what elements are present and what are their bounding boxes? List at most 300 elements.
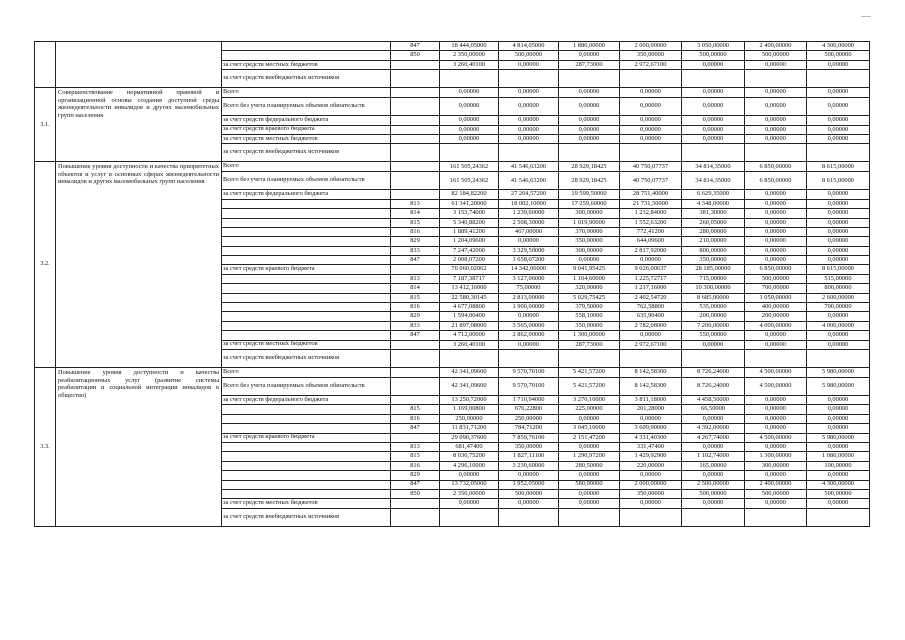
amount-year-4: 2 500,00000: [682, 480, 745, 489]
funding-source: Всего: [222, 162, 391, 172]
department-code: 815: [391, 218, 440, 227]
amount-total: 18 444,05000: [440, 42, 499, 51]
amount-total: 13 250,72000: [440, 395, 499, 404]
amount-total: 7 247,42000: [440, 246, 499, 255]
section-index: 3.2.: [35, 162, 56, 368]
amount-year-4: 500,00000: [682, 489, 745, 498]
department-code: [391, 125, 440, 134]
funding-source: [222, 414, 391, 423]
amount-year-2: [559, 508, 620, 526]
amount-total: 1 594,00400: [440, 312, 499, 321]
amount-year-2: 580,00000: [559, 480, 620, 489]
amount-year-3: 40 750,07737: [620, 162, 682, 172]
department-code: 847: [391, 42, 440, 51]
amount-year-2: 28 929,18425: [559, 162, 620, 172]
amount-year-4: 4 392,00000: [682, 424, 745, 433]
amount-year-6: 0,00000: [807, 442, 870, 451]
amount-year-1: 75,00000: [499, 284, 559, 293]
funding-source: [222, 489, 391, 498]
amount-year-4: 0,00000: [682, 134, 745, 143]
table-row: [35, 88, 870, 98]
amount-total: 4 712,00000: [440, 331, 499, 340]
amount-year-1: 0,00000: [499, 60, 559, 69]
amount-year-4: 8 685,00000: [682, 293, 745, 302]
amount-year-5: 0,00000: [745, 116, 807, 125]
funding-source: [222, 199, 391, 208]
amount-year-1: 350,00000: [499, 442, 559, 451]
amount-total: 250,00000: [440, 414, 499, 423]
amount-year-6: 0,00000: [807, 218, 870, 227]
amount-year-1: 9 570,70100: [499, 377, 559, 395]
amount-total: 76 060,02062: [440, 265, 499, 274]
amount-total: 0,00000: [440, 125, 499, 134]
amount-year-3: 0,00000: [620, 499, 682, 508]
amount-total: 0,00000: [440, 98, 499, 116]
amount-year-1: 784,71200: [499, 424, 559, 433]
amount-year-3: 1 232,84000: [620, 209, 682, 218]
funding-source: [222, 51, 391, 60]
department-code: 814: [391, 209, 440, 218]
amount-year-6: 0,00000: [807, 405, 870, 414]
department-code: [391, 88, 440, 98]
amount-year-5: 500,00000: [745, 51, 807, 60]
funding-source: за счет средств внебюджетных источников: [222, 144, 391, 162]
amount-year-4: 535,00000: [682, 303, 745, 312]
funding-source: [222, 42, 391, 51]
amount-year-6: 0,00000: [807, 246, 870, 255]
amount-year-1: 14 342,06000: [499, 265, 559, 274]
amount-year-6: 0,00000: [807, 199, 870, 208]
amount-total: [440, 349, 499, 367]
amount-year-5: 0,00000: [745, 442, 807, 451]
amount-year-2: 0,00000: [559, 471, 620, 480]
amount-year-5: 0,00000: [745, 405, 807, 414]
amount-year-4: 0,00000: [682, 414, 745, 423]
amount-year-1: 1 658,07200: [499, 256, 559, 265]
department-code: [391, 162, 440, 172]
amount-year-4: 260,05000: [682, 218, 745, 227]
amount-year-2: 1 300,00000: [559, 331, 620, 340]
amount-year-3: 220,00000: [620, 461, 682, 470]
section-name: Совершенствование нормативной правовой и организационной основы создания доступной среды жизнедеятельности инвалидов и других маломобильных групп населения: [56, 88, 222, 162]
funding-source: [222, 312, 391, 321]
department-code: [391, 70, 440, 88]
department-code: [391, 265, 440, 274]
amount-year-5: 0,00000: [745, 227, 807, 236]
amount-year-1: 1 710,94000: [499, 395, 559, 404]
amount-year-3: 772,41200: [620, 227, 682, 236]
amount-total: 22 580,30145: [440, 293, 499, 302]
amount-year-6: 8 615,00000: [807, 172, 870, 190]
amount-year-2: 0,00000: [559, 125, 620, 134]
amount-year-5: [745, 349, 807, 367]
amount-year-2: 5 029,75425: [559, 293, 620, 302]
department-code: [391, 508, 440, 526]
amount-year-4: 0,00000: [682, 88, 745, 98]
amount-year-6: 5 980,00000: [807, 377, 870, 395]
funding-source: [222, 405, 391, 414]
amount-year-1: 1 239,60000: [499, 209, 559, 218]
amount-total: 21 897,08000: [440, 321, 499, 330]
amount-year-6: 5 980,00000: [807, 367, 870, 377]
amount-year-3: 9 026,00637: [620, 265, 682, 274]
amount-total: 161 505,24362: [440, 172, 499, 190]
department-code: 833: [391, 246, 440, 255]
funding-source: [222, 246, 391, 255]
amount-year-3: 350,00000: [620, 489, 682, 498]
amount-year-6: 0,00000: [807, 88, 870, 98]
amount-year-2: [559, 144, 620, 162]
funding-source: [222, 442, 391, 451]
amount-year-1: 0,00000: [499, 471, 559, 480]
amount-year-6: 4 300,00000: [807, 42, 870, 51]
amount-year-5: 2 400,00000: [745, 42, 807, 51]
funding-source: [222, 218, 391, 227]
amount-year-6: 0,00000: [807, 227, 870, 236]
amount-year-6: 0,00000: [807, 116, 870, 125]
department-code: 816: [391, 461, 440, 470]
amount-year-6: 0,00000: [807, 256, 870, 265]
amount-year-5: 0,00000: [745, 246, 807, 255]
amount-year-2: [559, 349, 620, 367]
amount-year-3: 8 142,58300: [620, 367, 682, 377]
amount-year-5: 1 300,00000: [745, 452, 807, 461]
amount-year-5: [745, 508, 807, 526]
funding-source: за счет средств местных бюджетов: [222, 499, 391, 508]
amount-year-4: 0,00000: [682, 60, 745, 69]
amount-year-5: 200,00000: [745, 312, 807, 321]
amount-total: 3 260,40100: [440, 60, 499, 69]
amount-year-5: 0,00000: [745, 471, 807, 480]
amount-year-3: 8 142,58300: [620, 377, 682, 395]
amount-year-6: 0,00000: [807, 98, 870, 116]
amount-year-5: 6 850,00000: [745, 265, 807, 274]
amount-year-5: 4 500,00000: [745, 377, 807, 395]
funding-source: [222, 461, 391, 470]
funding-source: за счет средств внебюджетных источников: [222, 508, 391, 526]
amount-year-5: 0,00000: [745, 256, 807, 265]
amount-year-6: 0,00000: [807, 134, 870, 143]
amount-total: 1 889,41200: [440, 227, 499, 236]
department-code: 847: [391, 480, 440, 489]
amount-year-4: 0,00000: [682, 442, 745, 451]
amount-year-2: 1 290,97200: [559, 452, 620, 461]
amount-year-1: 27 204,57200: [499, 190, 559, 199]
amount-year-5: 0,00000: [745, 395, 807, 404]
amount-year-4: 3 050,00000: [682, 42, 745, 51]
amount-total: 2 350,00000: [440, 489, 499, 498]
amount-year-1: [499, 508, 559, 526]
amount-year-1: 0,00000: [499, 134, 559, 143]
section-index: [35, 42, 56, 88]
amount-year-1: 1 900,00000: [499, 303, 559, 312]
amount-year-6: 700,00000: [807, 303, 870, 312]
amount-year-2: 300,00000: [559, 246, 620, 255]
amount-year-3: 1 217,16000: [620, 284, 682, 293]
department-code: 847: [391, 331, 440, 340]
amount-year-5: 500,00000: [745, 274, 807, 283]
funding-source: Всего без учета планируемых объемов обязательств: [222, 377, 391, 395]
amount-year-5: 4 500,00000: [745, 367, 807, 377]
amount-year-1: 0,00000: [499, 499, 559, 508]
amount-year-6: 0,00000: [807, 414, 870, 423]
amount-year-3: 2 972,67100: [620, 340, 682, 349]
amount-year-2: 3 045,10000: [559, 424, 620, 433]
department-code: 829: [391, 471, 440, 480]
amount-year-2: 2 151,47200: [559, 433, 620, 442]
amount-total: 11 831,71200: [440, 424, 499, 433]
amount-year-5: 500,00000: [745, 489, 807, 498]
department-code: [391, 116, 440, 125]
department-code: [391, 395, 440, 404]
amount-year-3: 0,00000: [620, 414, 682, 423]
amount-year-6: 0,00000: [807, 190, 870, 199]
amount-year-3: [620, 349, 682, 367]
amount-year-3: 2 782,08000: [620, 321, 682, 330]
amount-year-1: [499, 70, 559, 88]
department-code: [391, 60, 440, 69]
amount-total: 4 296,10000: [440, 461, 499, 470]
section-index: 3.1.: [35, 88, 56, 162]
amount-year-4: 34 814,35000: [682, 162, 745, 172]
funding-source: за счет средств внебюджетных источников: [222, 349, 391, 367]
amount-year-5: 300,00000: [745, 461, 807, 470]
amount-year-1: 250,00000: [499, 414, 559, 423]
amount-year-2: 300,00000: [559, 209, 620, 218]
amount-total: 5 340,88200: [440, 218, 499, 227]
amount-year-5: 0,00000: [745, 218, 807, 227]
amount-year-6: 5 980,00000: [807, 433, 870, 442]
department-code: 847: [391, 424, 440, 433]
department-code: [391, 433, 440, 442]
amount-total: 2 350,00000: [440, 51, 499, 60]
amount-year-2: 1 880,00000: [559, 42, 620, 51]
amount-year-1: 0,00000: [499, 98, 559, 116]
amount-year-3: 28 751,40000: [620, 190, 682, 199]
amount-total: 61 341,20000: [440, 199, 499, 208]
amount-year-3: 644,09600: [620, 237, 682, 246]
table-row: [35, 42, 870, 51]
amount-year-1: 467,00000: [499, 227, 559, 236]
amount-year-3: 1 225,72717: [620, 274, 682, 283]
funding-source: [222, 227, 391, 236]
amount-total: 42 341,09600: [440, 367, 499, 377]
amount-total: 0,00000: [440, 471, 499, 480]
amount-year-5: 400,00000: [745, 303, 807, 312]
amount-year-3: 1 552,63200: [620, 218, 682, 227]
amount-year-5: 0,00000: [745, 499, 807, 508]
amount-total: 8 030,75200: [440, 452, 499, 461]
amount-year-3: 2 000,00000: [620, 480, 682, 489]
department-code: 815: [391, 293, 440, 302]
amount-year-6: 0,00000: [807, 471, 870, 480]
amount-year-5: 6 850,00000: [745, 172, 807, 190]
amount-year-3: [620, 508, 682, 526]
amount-year-2: 1 104,60000: [559, 274, 620, 283]
funding-source: за счет средств краевого бюджета: [222, 433, 391, 442]
amount-year-4: [682, 508, 745, 526]
amount-year-2: 370,00000: [559, 227, 620, 236]
amount-year-3: 40 750,07737: [620, 172, 682, 190]
amount-year-6: 500,00000: [807, 489, 870, 498]
amount-year-2: 19 599,50000: [559, 190, 620, 199]
amount-year-1: [499, 144, 559, 162]
amount-year-4: 8 726,24000: [682, 377, 745, 395]
amount-year-2: 0,00000: [559, 414, 620, 423]
amount-year-1: 4 814,05000: [499, 42, 559, 51]
amount-year-1: 41 546,63200: [499, 172, 559, 190]
amount-year-6: 0,00000: [807, 209, 870, 218]
amount-year-1: 500,00000: [499, 489, 559, 498]
amount-year-1: 2 813,00000: [499, 293, 559, 302]
amount-year-1: 0,00000: [499, 312, 559, 321]
amount-year-2: 0,00000: [559, 51, 620, 60]
amount-year-4: 200,00000: [682, 312, 745, 321]
amount-year-5: 700,00000: [745, 284, 807, 293]
amount-year-6: 8 615,00000: [807, 162, 870, 172]
amount-year-3: 2 402,54720: [620, 293, 682, 302]
funding-source: Всего: [222, 367, 391, 377]
amount-year-1: 41 546,63200: [499, 162, 559, 172]
amount-year-4: 550,00000: [682, 331, 745, 340]
amount-year-6: 0,00000: [807, 125, 870, 134]
amount-year-6: 800,00000: [807, 284, 870, 293]
amount-total: 42 341,09600: [440, 377, 499, 395]
amount-year-3: 1 429,92900: [620, 452, 682, 461]
amount-year-6: 8 615,00000: [807, 265, 870, 274]
amount-year-1: 676,22800: [499, 405, 559, 414]
amount-year-1: 2 862,00000: [499, 331, 559, 340]
amount-year-3: 0,00000: [620, 88, 682, 98]
amount-year-4: 4 348,00000: [682, 199, 745, 208]
amount-year-6: [807, 349, 870, 367]
amount-year-5: 0,00000: [745, 88, 807, 98]
department-code: 815: [391, 452, 440, 461]
amount-year-6: [807, 70, 870, 88]
department-code: 815: [391, 405, 440, 414]
department-code: [391, 172, 440, 190]
department-code: [391, 367, 440, 377]
amount-year-2: 0,00000: [559, 116, 620, 125]
amount-year-3: 0,00000: [620, 134, 682, 143]
amount-year-3: 0,00000: [620, 98, 682, 116]
table-row: [35, 162, 870, 172]
amount-year-2: 17 259,60000: [559, 199, 620, 208]
funding-source: [222, 321, 391, 330]
amount-year-4: 4 458,50000: [682, 395, 745, 404]
amount-year-6: 515,00000: [807, 274, 870, 283]
amount-year-6: 0,00000: [807, 331, 870, 340]
amount-year-3: 3 609,90000: [620, 424, 682, 433]
department-code: [391, 190, 440, 199]
amount-total: 7 187,38717: [440, 274, 499, 283]
amount-year-4: 66,50000: [682, 405, 745, 414]
amount-total: 0,00000: [440, 134, 499, 143]
funding-source: Всего без учета планируемых объемов обязательств: [222, 98, 391, 116]
department-code: 814: [391, 284, 440, 293]
amount-year-4: 4 267,74000: [682, 433, 745, 442]
amount-year-4: 34 814,35000: [682, 172, 745, 190]
funding-source: [222, 274, 391, 283]
amount-year-4: 0,00000: [682, 116, 745, 125]
amount-year-5: 0,00000: [745, 424, 807, 433]
funding-source: [222, 209, 391, 218]
amount-year-4: 1 102,74000: [682, 452, 745, 461]
amount-year-5: 0,00000: [745, 237, 807, 246]
funding-source: [222, 452, 391, 461]
funding-source: [222, 237, 391, 246]
amount-year-2: 0,00000: [559, 442, 620, 451]
amount-year-4: 0,00000: [682, 499, 745, 508]
department-code: [391, 340, 440, 349]
amount-year-5: 0,00000: [745, 134, 807, 143]
amount-year-5: 6 850,00000: [745, 162, 807, 172]
amount-year-5: 1 050,00000: [745, 293, 807, 302]
amount-year-3: 0,00000: [620, 116, 682, 125]
amount-year-5: 0,00000: [745, 199, 807, 208]
amount-year-3: [620, 70, 682, 88]
amount-year-3: 21 731,50000: [620, 199, 682, 208]
amount-total: 0,00000: [440, 116, 499, 125]
amount-total: 0,00000: [440, 499, 499, 508]
amount-year-2: 558,10000: [559, 312, 620, 321]
amount-year-4: 0,00000: [682, 340, 745, 349]
amount-total: 82 184,82200: [440, 190, 499, 199]
department-code: 813: [391, 274, 440, 283]
amount-year-5: [745, 144, 807, 162]
amount-year-2: 280,50000: [559, 461, 620, 470]
amount-year-1: 1 952,05000: [499, 480, 559, 489]
amount-year-6: 0,00000: [807, 499, 870, 508]
department-code: 850: [391, 51, 440, 60]
amount-year-5: 0,00000: [745, 60, 807, 69]
section-index: 3.3.: [35, 367, 56, 526]
amount-year-2: 225,00000: [559, 405, 620, 414]
department-code: 829: [391, 312, 440, 321]
funding-source: за счет средств краевого бюджета: [222, 265, 391, 274]
funding-source: Всего без учета планируемых объемов обязательств: [222, 172, 391, 190]
department-code: [391, 349, 440, 367]
amount-year-6: 0,00000: [807, 60, 870, 69]
funding-source: за счет средств федерального бюджета: [222, 395, 391, 404]
amount-year-6: 4 000,00000: [807, 321, 870, 330]
section-name: [56, 42, 222, 88]
funding-source: [222, 293, 391, 302]
section-name: Повышение уровня доступности и качества приоритетных объектов и услуг в основных сферах жизнедеятельности инвалидов и других маломобильных групп населения: [56, 162, 222, 368]
amount-year-3: 3 811,18000: [620, 395, 682, 404]
amount-year-1: 9 570,70100: [499, 367, 559, 377]
amount-total: 0,00000: [440, 88, 499, 98]
funding-source: за счет средств местных бюджетов: [222, 134, 391, 143]
amount-year-4: [682, 70, 745, 88]
amount-year-6: 1 080,00000: [807, 452, 870, 461]
page-corner-mark: [861, 16, 871, 17]
amount-year-1: 18 002,10000: [499, 199, 559, 208]
amount-year-3: [620, 144, 682, 162]
amount-year-1: 3 127,06000: [499, 274, 559, 283]
amount-year-5: 4 000,00000: [745, 321, 807, 330]
department-code: 833: [391, 321, 440, 330]
amount-year-4: 0,00000: [682, 125, 745, 134]
amount-year-4: 7 200,00000: [682, 321, 745, 330]
funding-source: за счет средств федерального бюджета: [222, 190, 391, 199]
amount-year-4: 210,00000: [682, 237, 745, 246]
amount-total: 4 677,08800: [440, 303, 499, 312]
amount-year-3: 2 817,92000: [620, 246, 682, 255]
amount-year-2: 0,00000: [559, 134, 620, 143]
department-code: 816: [391, 414, 440, 423]
amount-year-5: 0,00000: [745, 414, 807, 423]
